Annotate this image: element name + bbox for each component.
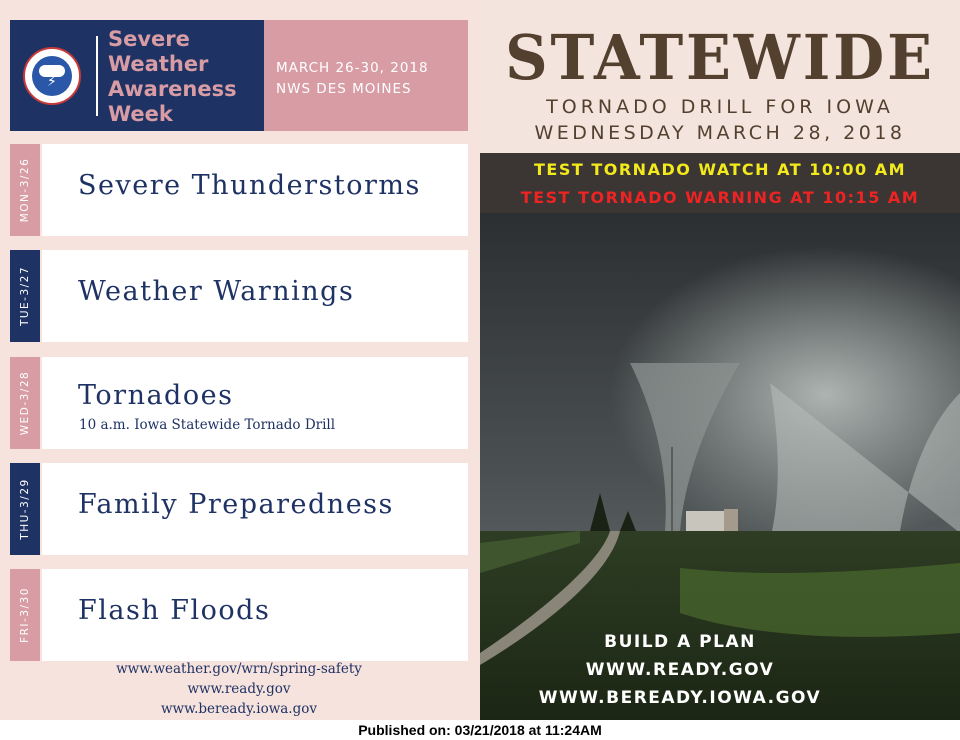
day-card-monday xyxy=(10,144,468,236)
resource-links xyxy=(0,659,478,719)
day-topic: Tornadoes xyxy=(78,380,234,411)
day-subtitle: 10 a.m. Iowa Statewide Tornado Drill xyxy=(79,417,336,433)
week-dates: MARCH 26-30, 2018 xyxy=(276,60,429,76)
test-watch-time: TEST TORNADO WATCH AT 10:00 AM xyxy=(533,160,907,179)
header-divider xyxy=(96,36,98,116)
nws-logo-icon: ⚡ xyxy=(23,47,81,105)
page-title: Severe Weather Awareness Week xyxy=(108,27,237,126)
drill-title: STATEWIDE xyxy=(505,21,935,94)
awareness-week-panel xyxy=(0,0,480,720)
office-name: NWS DES MOINES xyxy=(276,81,412,97)
day-topic: Weather Warnings xyxy=(78,276,355,307)
day-tab: TUE-3/27 xyxy=(10,250,40,342)
publish-footer: Published on: 03/21/2018 at 11:24AM xyxy=(358,722,602,738)
day-card-wednesday xyxy=(10,357,468,449)
header-banner xyxy=(10,20,264,131)
day-tab: THU-3/29 xyxy=(10,463,40,555)
link-beready-iowa[interactable]: www.beready.iowa.gov xyxy=(161,701,317,717)
day-topic: Severe Thunderstorms xyxy=(78,170,421,201)
link-ready-gov[interactable]: www.ready.gov xyxy=(187,681,291,697)
day-card-tuesday xyxy=(10,250,468,342)
preparedness-links xyxy=(480,628,880,712)
link-beready-iowa-caps[interactable]: WWW.BEREADY.IOWA.GOV xyxy=(538,688,822,708)
day-card-friday xyxy=(10,569,468,661)
link-spring-safety[interactable]: www.weather.gov/wrn/spring-safety xyxy=(116,661,362,677)
build-a-plan: BUILD A PLAN xyxy=(604,632,756,652)
drill-date: WEDNESDAY MARCH 28, 2018 xyxy=(534,122,906,144)
day-tab: WED-3/28 xyxy=(10,357,40,449)
day-topic: Family Preparedness xyxy=(78,489,394,520)
day-card-thursday xyxy=(10,463,468,555)
day-tab: MON-3/26 xyxy=(10,144,40,236)
drill-subtitle: TORNADO DRILL FOR IOWA xyxy=(546,96,894,118)
day-topic: Flash Floods xyxy=(78,595,271,626)
header-date-box xyxy=(264,20,468,131)
test-warning-time: TEST TORNADO WARNING AT 10:15 AM xyxy=(520,188,920,207)
tornado-drill-panel xyxy=(480,0,960,720)
link-ready-gov-caps[interactable]: WWW.READY.GOV xyxy=(585,660,775,680)
day-tab: FRI-3/30 xyxy=(10,569,40,661)
